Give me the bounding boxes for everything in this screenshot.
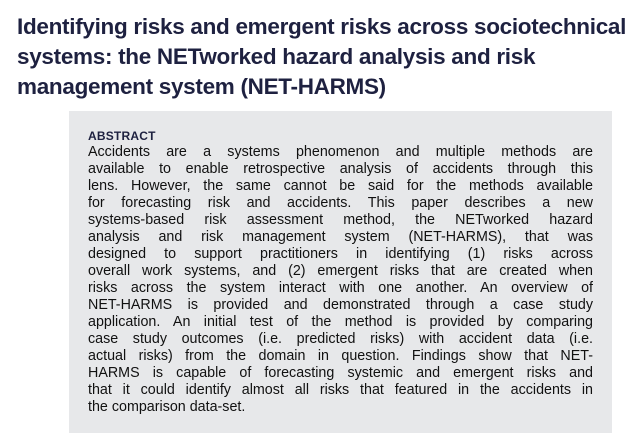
abstract-line: risks across the system interact with one another. An overview of — [88, 280, 593, 296]
abstract-line: HARMS is capable of forecasting systemic and emergent risks and — [88, 365, 593, 381]
abstract-line: NET-HARMS is provided and demonstrated through a case study — [88, 297, 593, 313]
abstract-line: lens. However, the same cannot be said for the methods available — [88, 178, 593, 194]
abstract-heading: ABSTRACT — [88, 129, 156, 143]
abstract-line: analysis and risk management system (NET-HARMS), that was — [88, 229, 593, 245]
abstract-line: that it could identify almost all risks that featured in the accidents in — [88, 382, 593, 398]
abstract-line: case study outcomes (i.e. predicted risks) with accident data (i.e. — [88, 331, 593, 347]
abstract-line: actual risks) from the domain in question. Findings show that NET- — [88, 348, 593, 364]
abstract-line: for forecasting risk and accidents. This paper describes a new — [88, 195, 593, 211]
abstract-line: overall work systems, and (2) emergent risks that are created when — [88, 263, 593, 279]
title-line: management system (NET-HARMS) — [17, 74, 386, 99]
abstract-line: Accidents are a systems phenomenon and multiple methods are — [88, 144, 593, 160]
abstract-line: application. An initial test of the method is provided by comparing — [88, 314, 593, 330]
title-line: Identifying risks and emergent risks across sociotechnical — [17, 14, 627, 39]
abstract-box — [69, 111, 612, 433]
abstract-body — [88, 144, 593, 416]
abstract-line: available to enable retrospective analysis of accidents through this — [88, 161, 593, 177]
abstract-line: the comparison data-set. — [88, 399, 246, 415]
paper-title — [17, 12, 632, 102]
title-line: systems: the NETworked hazard analysis and risk — [17, 44, 536, 69]
abstract-line: designed to support practitioners in identifying (1) risks across — [88, 246, 593, 262]
abstract-line: systems-based risk assessment method, the NETworked hazard — [88, 212, 593, 228]
